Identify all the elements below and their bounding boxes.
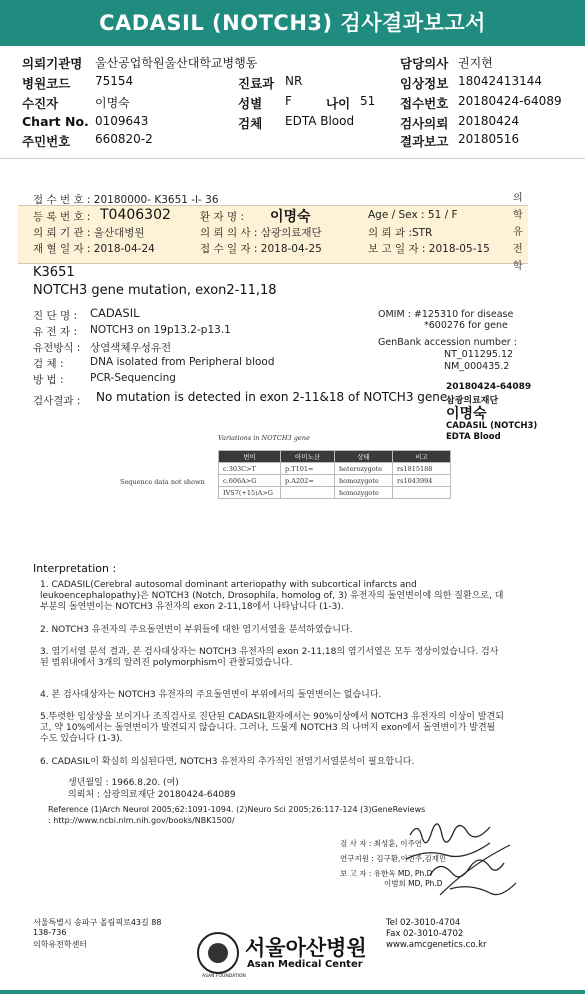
side-vertical-text: 의학유전학 <box>513 193 523 272</box>
test-code: K3651 <box>33 265 75 280</box>
cell: p.T101= <box>281 463 335 475</box>
receipt-date-line: 접 수 일 자 : 2018-04-25 <box>200 243 322 255</box>
report-date-line: 보 고 일 자 : 2018-05-15 <box>368 243 490 255</box>
tel: Tel 02-3010-4704 <box>386 918 461 928</box>
interp-item-3: 3. 염기서열 분석 결과, 본 검사대상자는 NOTCH3 유전자의 exon 2-11,18의 염기서열은 모두 정상이었습니다. 검사된 범위내에서 3개의 알려진 polymorphism이 관찰되었습니다. <box>40 647 499 669</box>
specimen-value: DNA isolated from Peripheral blood <box>90 356 275 368</box>
receipt-no-line: 접 수 번 호 : 20180000- K3651 -l- 36 <box>33 194 219 206</box>
value-specimen: EDTA Blood <box>285 114 355 128</box>
cell <box>393 487 451 499</box>
value-request-date: 20180424 <box>458 114 520 128</box>
table-row <box>219 487 451 499</box>
address-line-3: 의학유전학센터 <box>33 940 88 949</box>
value-report-date: 20180516 <box>458 132 520 146</box>
cell: homozygote <box>335 475 393 487</box>
label-patient: 수진자 <box>22 96 59 111</box>
label-age: 나이 <box>326 96 351 111</box>
band-line-bottom <box>18 263 528 264</box>
omim-gene-line: *600276 for gene <box>424 320 508 331</box>
value-chart-no: 0109643 <box>95 114 149 128</box>
specimen-label: 검 체 : <box>33 358 64 370</box>
label-specimen: 검체 <box>238 116 263 131</box>
col-variant: 변이 <box>219 451 281 463</box>
logo-core <box>208 943 228 963</box>
dept-line: 의 뢰 과 :STR <box>368 227 433 239</box>
diagnosis-value: CADASIL <box>90 306 140 320</box>
bottom-accent-bar <box>0 990 585 994</box>
researcher-line: 연구지원 : 김구환,이진주,김재민 <box>340 854 447 863</box>
reg-label: 등 록 번 호 : <box>33 211 91 223</box>
label-dept: 진료과 <box>238 76 275 91</box>
method-value: PCR-Sequencing <box>90 372 176 384</box>
col-note: 비고 <box>393 451 451 463</box>
value-patient: 이명숙 <box>95 96 130 110</box>
col-amino: 아미노산 <box>281 451 335 463</box>
interp-item-4: 4. 본 검사대상자는 NOTCH3 유전자의 주요돌연변이 부위에서의 돌연변이는 없습니다. <box>40 690 382 700</box>
nm-accession: NM_000435.2 <box>444 361 510 372</box>
age-sex: Age / Sex : 51 / F <box>368 209 458 221</box>
stamp-test: CADASIL (NOTCH3) <box>446 421 538 431</box>
nt-accession: NT_011295.12 <box>444 349 514 360</box>
inherit-value: 상염색체우성유전 <box>90 342 172 354</box>
method-label: 방 법 : <box>33 374 64 386</box>
cell: IVS7(+15)A>G <box>219 487 281 499</box>
redo-date-line: 재 혈 일 자 : 2018-04-24 <box>33 243 155 255</box>
fax: Fax 02-3010-4702 <box>386 929 464 939</box>
stamp-receipt: 20180424-64089 <box>446 382 532 392</box>
result-label: 검사결과 : <box>33 395 81 407</box>
interpretation-heading: Interpretation : <box>33 562 117 575</box>
col-status: 상태 <box>335 451 393 463</box>
requester: 의뢰처 : 삼광의료재단 20180424-64089 <box>68 790 236 800</box>
value-dept: NR <box>285 74 303 88</box>
inst2-line: 의 뢰 의 사 : 삼광의료재단 <box>200 227 322 239</box>
hospital-name-en: Asan Medical Center <box>247 959 363 970</box>
value-receipt-no: 20180424-64089 <box>458 94 562 108</box>
value-age: 51 <box>360 94 376 108</box>
value-clinical-info: 18042413144 <box>458 74 542 88</box>
table-row <box>219 463 451 475</box>
label-request-date: 검사의뢰 <box>400 116 449 131</box>
table-row <box>219 475 451 487</box>
label-doctor: 담당의사 <box>400 56 449 71</box>
interp-item-1: 1. CADASIL(Cerebral autosomal dominant arteriopathy with subcortical infarcts and leukoencephalopathy)은 NOTCH3 (Notch, Drosophila, homolog of, 3) 유전자의 돌연변이에 의한 질환으로, 대부분의 돌연변이는 NOTCH3 유전자의 exon 2-11,18에서 나타납니다 (1-3). <box>40 580 504 613</box>
hospital-logo-icon <box>197 932 239 974</box>
label-chart-no: Chart No. <box>22 114 89 129</box>
label-clinical-info: 임상정보 <box>400 76 449 91</box>
cell: c.606A>G <box>219 475 281 487</box>
reporter-line: 보 고 자 : 유한욱 MD, Ph.D <box>340 869 433 878</box>
value-doctor: 권지현 <box>458 56 493 70</box>
label-hospital-code: 병원코드 <box>22 76 71 91</box>
interp-item-2: 2. NOTCH3 유전자의 주요돌연변이 부위들에 대한 염기서열을 분석하였습니다. <box>40 625 353 635</box>
reg-value: T0406302 <box>100 207 171 223</box>
cell: heterozygote <box>335 463 393 475</box>
interp-item-5: 5.뚜렷한 임상상을 보이거나 조직검사로 진단된 CADASIL환자에서는 90%이상에서 NOTCH3 유전자의 이상이 발견되고, 약 10%에서는 돌연변이가 발견되지 않습니다. 그러나, 드물게 NOTCH3 의 나머지 exon에서 돌연변이가 발견될 수도 있습니다 (1-3). <box>40 712 504 745</box>
cell: p.A202= <box>281 475 335 487</box>
reporter2-line: 이범희 MD, Ph.D <box>384 879 443 888</box>
website-link[interactable]: www.amcgenetics.co.kr <box>386 940 487 950</box>
variations-title: Variations in NOTCH3 gene <box>218 434 310 442</box>
sequence-note: Sequence data not shown <box>120 478 205 486</box>
label-resident-no: 주민번호 <box>22 134 71 149</box>
cell: homozygote <box>335 487 393 499</box>
cell <box>281 487 335 499</box>
page-title: CADASIL (NOTCH3) 검사결과보고서 <box>99 11 486 35</box>
patient-value: 이명숙 <box>270 209 311 225</box>
signature-scribble-icon <box>400 815 520 905</box>
address-line-1: 서울특별시 송파구 올림픽로43길 88 <box>33 918 162 927</box>
logo-foundation-text: ASAN FOUNDATION <box>202 974 246 979</box>
label-institution: 의뢰기관명 <box>22 56 83 71</box>
cell: rs1043994 <box>393 475 451 487</box>
value-hospital-code: 75154 <box>95 74 134 88</box>
variations-header-row <box>219 451 451 463</box>
label-sex: 성별 <box>238 96 263 111</box>
diagnosis-label: 진 단 명 : <box>33 310 77 322</box>
patient-label: 환 자 명 : <box>200 211 244 223</box>
hospital-name-ko: 서울아산병원 <box>245 936 367 960</box>
genbank-label: GenBank accession number : <box>378 337 517 348</box>
tester-line: 검 사 자 : 최성훈, 이주연 <box>340 839 423 848</box>
interp-item-6: 6. CADASIL이 확실히 의심된다면, NOTCH3 유전자의 추가적인 전염기서열분석이 필요합니다. <box>40 757 415 767</box>
value-institution: 울산공업학원울산대학교병행동 <box>95 56 258 70</box>
stamp-patient: 이명숙 <box>446 406 487 422</box>
cell: rs1815188 <box>393 463 451 475</box>
label-receipt-no: 접수번호 <box>400 96 449 111</box>
inherit-label: 유전방식 : <box>33 342 81 354</box>
variations-table <box>218 450 451 499</box>
value-sex: F <box>285 94 292 108</box>
result-value: No mutation is detected in exon 2-11&18 of NOTCH3 gene. <box>96 390 452 404</box>
label-report-date: 결과보고 <box>400 134 449 149</box>
cell: c.303C>T <box>219 463 281 475</box>
gene-value: NOTCH3 on 19p13.2-p13.1 <box>90 324 231 336</box>
reference: Reference (1)Arch Neurol 2005;62:1091-1094. (2)Neuro Sci 2005;26:117-124 (3)GeneReviews : http://www.ncbi.nlm.nih.gov/books/NBK1500/ <box>48 805 426 825</box>
address-line-2: 138-736 <box>33 928 67 937</box>
stamp-specimen: EDTA Blood <box>446 432 501 442</box>
birth-date: 생년월일 : 1966.8.20. (여) <box>68 778 179 788</box>
value-resident-no: 660820-2 <box>95 132 153 146</box>
gene-label: 유 전 자 : <box>33 326 77 338</box>
omim-line: OMIM : #125310 for disease <box>378 309 514 320</box>
title-bar <box>0 0 585 46</box>
inst-line: 의 뢰 기 관 : 울산대병원 <box>33 227 145 239</box>
test-name: NOTCH3 gene mutation, exon2-11,18 <box>33 283 277 298</box>
stamp-lab: 삼광의료재단 <box>446 396 499 406</box>
header-separator <box>0 158 585 159</box>
